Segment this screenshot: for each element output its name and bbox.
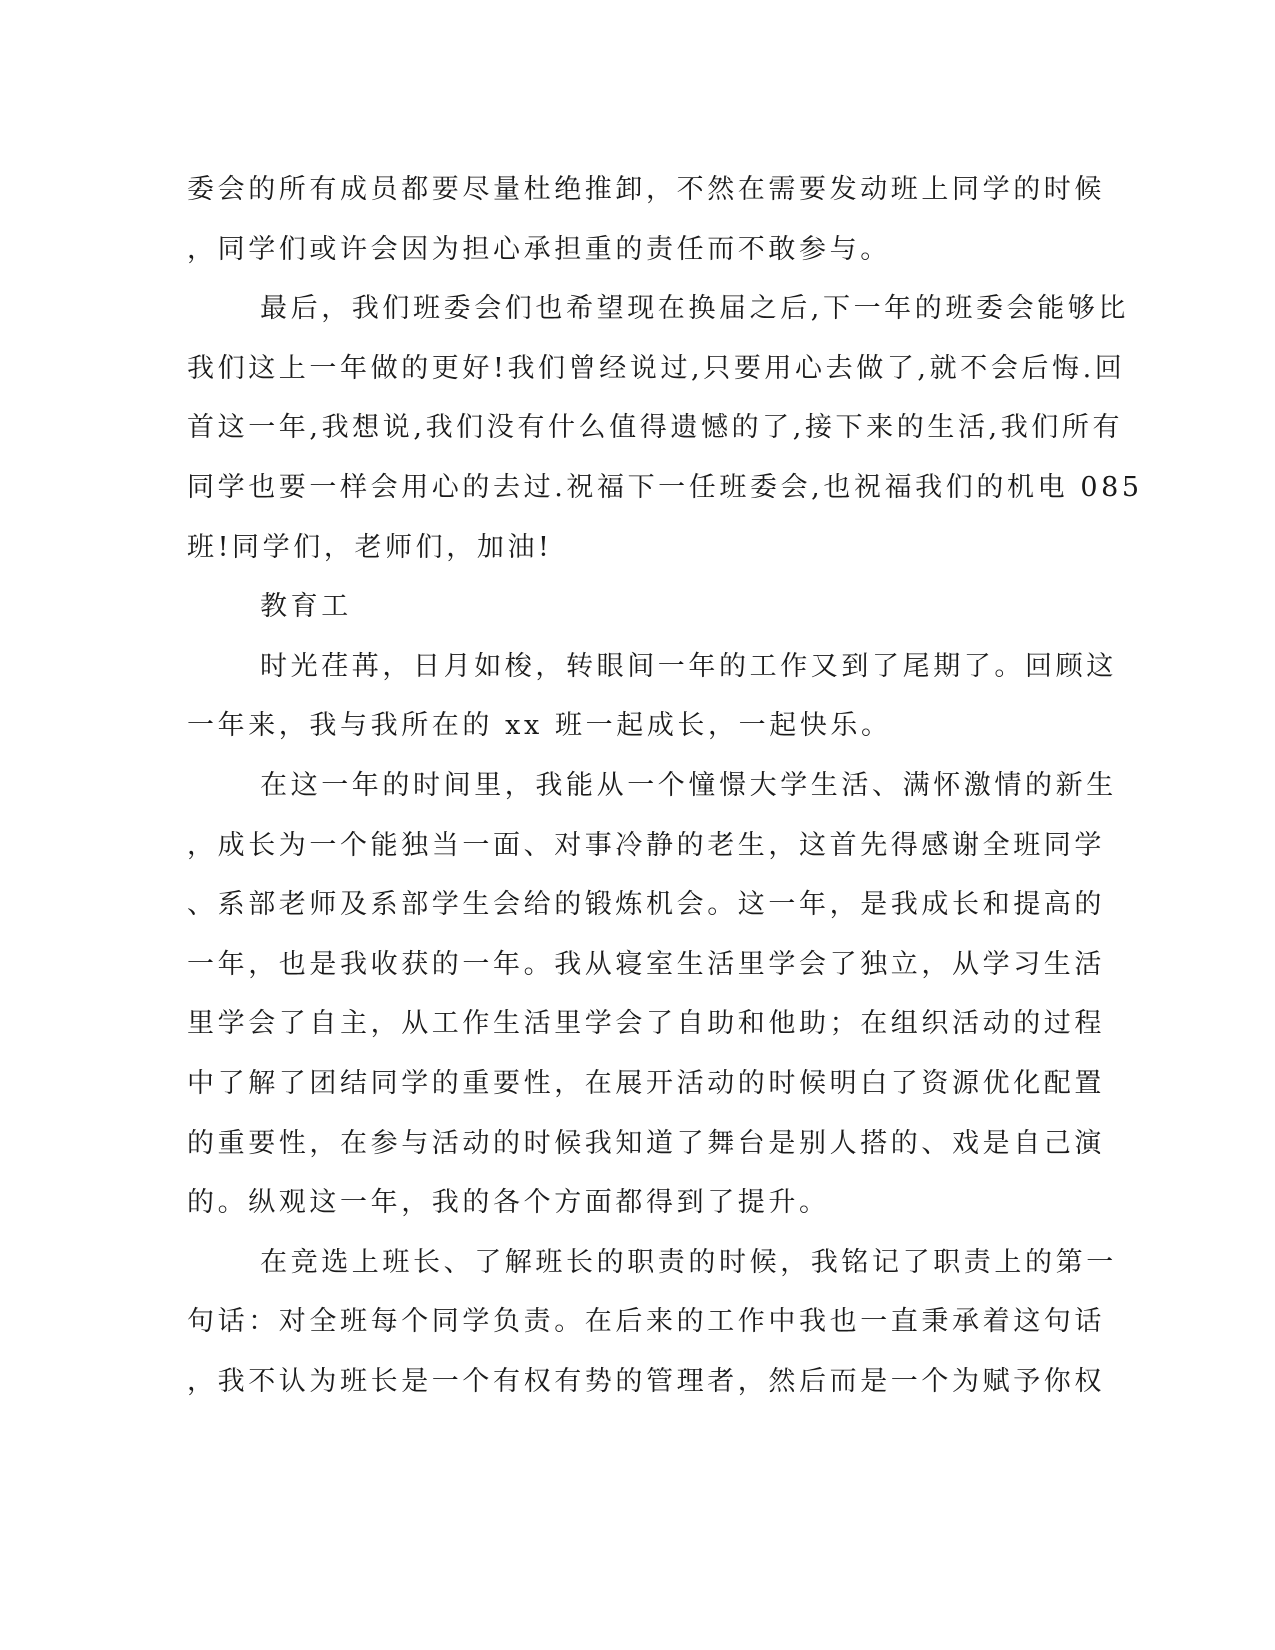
text-line: 中了解了团结同学的重要性，在展开活动的时候明白了资源优化配置	[187, 1067, 1105, 1099]
paragraph-start-line: 在竞选上班长、了解班长的职责的时候，我铭记了职责上的第一	[260, 1246, 1117, 1278]
document-body	[187, 160, 1143, 1411]
text-line: 首这一年,我想说,我们没有什么值得遗憾的了,接下来的生活,我们所有	[187, 412, 1124, 444]
text-line: 一年来，我与我所在的 xx 班一起成长，一起快乐。	[187, 710, 892, 742]
text-line: ，同学们或许会因为担心承担重的责任而不敢参与。	[187, 233, 891, 265]
section-heading: 教育工	[260, 591, 352, 623]
text-line: 我们这上一年做的更好!我们曾经说过,只要用心去做了,就不会后悔.回	[187, 352, 1126, 384]
text-line: 的重要性，在参与活动的时候我知道了舞台是别人搭的、戏是自己演	[187, 1127, 1105, 1159]
text-line: 里学会了自主，从工作生活里学会了自助和他助；在组织活动的过程	[187, 1008, 1105, 1040]
paragraph-start-line: 时光荏苒，日月如梭，转眼间一年的工作又到了尾期了。回顾这	[260, 650, 1117, 682]
text-line: 的。纵观这一年，我的各个方面都得到了提升。	[187, 1187, 830, 1219]
text-line: 委会的所有成员都要尽量杜绝推卸，不然在需要发动班上同学的时候	[187, 174, 1105, 205]
text-line: 同学也要一样会用心的去过.祝福下一任班委会,也祝福我们的机电 085	[187, 471, 1143, 503]
text-line: 、系部老师及系部学生会给的锻炼机会。这一年，是我成长和提高的	[187, 889, 1105, 921]
text-line: ，成长为一个能独当一面、对事冷静的老生，这首先得感谢全班同学	[187, 829, 1105, 861]
paragraph-start-line: 最后，我们班委会们也希望现在换届之后,下一年的班委会能够比	[260, 293, 1129, 325]
text-line: 一年，也是我收获的一年。我从寝室生活里学会了独立，从学习生活	[187, 948, 1105, 980]
text-line: ，我不认为班长是一个有权有势的管理者，然后而是一个为赋予你权	[187, 1365, 1105, 1397]
paragraph-start-line: 在这一年的时间里，我能从一个憧憬大学生活、满怀激情的新生	[260, 769, 1117, 801]
text-line: 班!同学们，老师们，加油!	[187, 531, 553, 563]
text-line: 句话：对全班每个同学负责。在后来的工作中我也一直秉承着这句话	[187, 1306, 1105, 1338]
